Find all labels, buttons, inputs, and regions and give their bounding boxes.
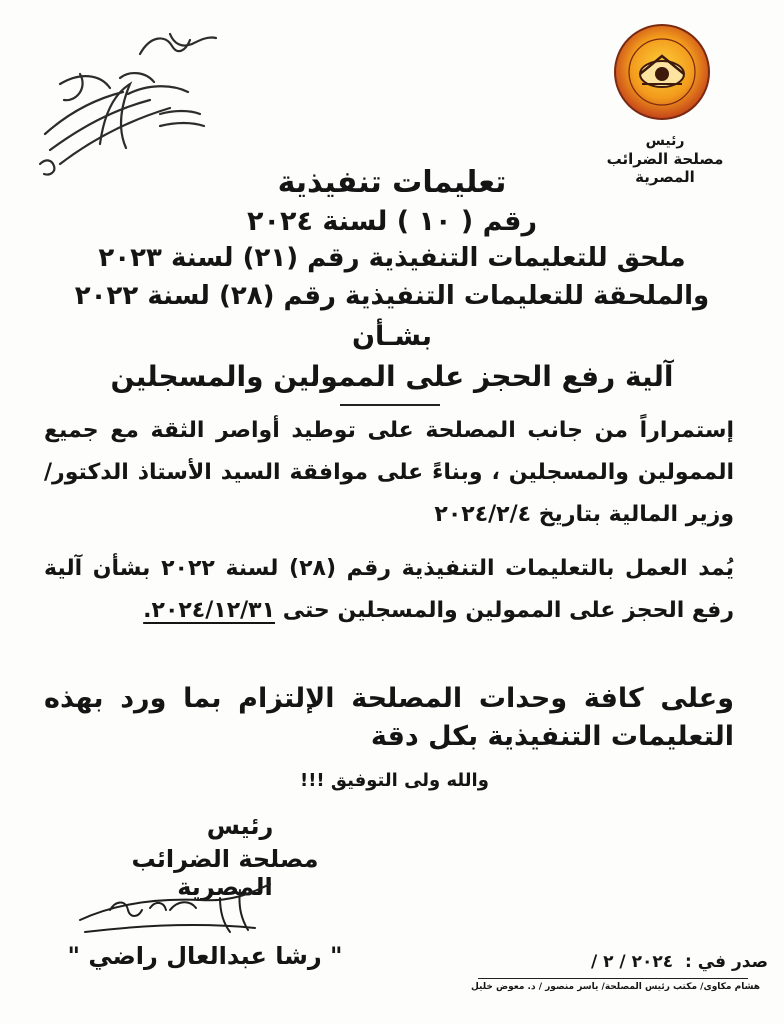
header-title: رئيس (645, 133, 685, 149)
signature-title: رئيس (206, 812, 274, 840)
body-paragraph-2 (44, 548, 734, 632)
issued-underline (478, 978, 748, 979)
subject-line: آلية رفع الحجز على الممولين والمسجلين (110, 360, 674, 393)
signature-org: مصلحة الضرائب المصرية (131, 845, 319, 901)
body-paragraph-1: إستمراراً من جانب المصلحة على توطيد أواصر الثقة مع جميع الممولين والمسجلين ، وبناءً على موافقة السيد الأستاذ الدكتور/ وزير المالية بتاريخ ٢٠٢٤/٢/٤ (44, 418, 734, 527)
doc-number: رقم ( ١٠ ) لسنة ٢٠٢٤ (247, 206, 537, 237)
issued-label: صدر في : (685, 952, 768, 972)
footer-note: هشام مكاوى/ مكتب رئيس المصلحة/ ياسر منصور / د. معوض خليل (471, 982, 760, 992)
regarding-label: بشـأن (351, 321, 433, 352)
extension-date: ٢٠٢٤/١٢/٣١. (143, 598, 276, 623)
tax-authority-logo (612, 22, 712, 122)
body-paragraph-3: وعلى كافة وحدات المصلحة الإلتزام بما ورد بهذه التعليمات التنفيذية بكل دقة (44, 683, 734, 752)
attached-line: والملحقة للتعليمات التنفيذية رقم (٢٨) لسنة ٢٠٢٢ (74, 281, 710, 311)
annex-line: ملحق للتعليمات التنفيذية رقم (٢١) لسنة ٢٠٢٣ (98, 243, 686, 273)
heading-divider (340, 404, 440, 406)
issued-date: ٢٠٢٤ / ٢ / (590, 952, 674, 972)
handwritten-note (20, 14, 235, 184)
closing-line: والله ولى التوفيق !!! (300, 770, 489, 791)
header-org: مصلحة الضرائب المصرية (606, 150, 724, 186)
signatory-name: " رشا عبدالعال راضي " (67, 942, 343, 970)
signature-mark (70, 880, 290, 940)
body-paragraph-2-text: يُمد العمل بالتعليمات التنفيذية رقم (٢٨) لسنة ٢٠٢٢ بشأن آلية رفع الحجز على الممولين والمسجلين حتى (44, 556, 734, 623)
doc-type-title: تعليمات تنفيذية (277, 165, 507, 200)
issued-date-line (478, 952, 768, 972)
